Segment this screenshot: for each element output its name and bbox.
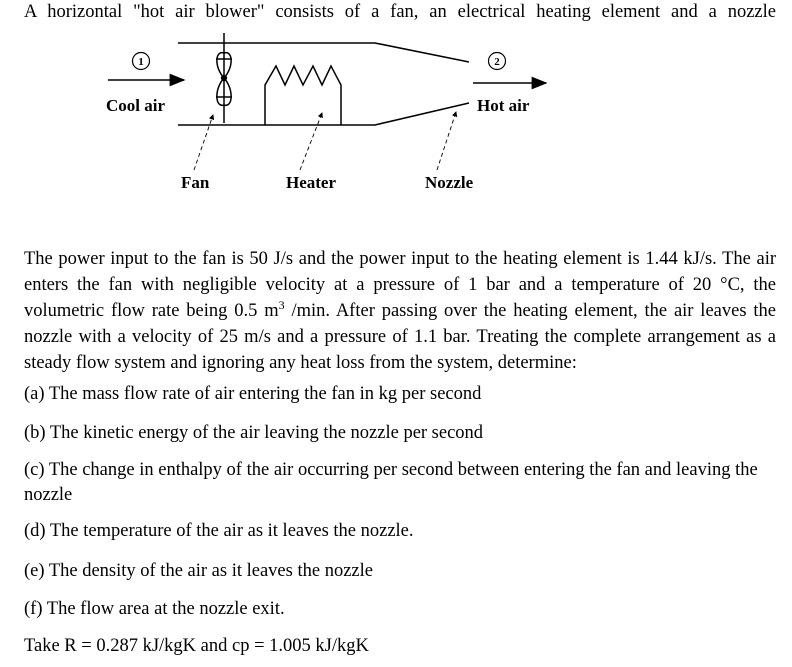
statement-part-1: The power input to the fan is 50 J/s and the power input to the heating element is 1.44 kJ/s. The air enters the fan with negligible velocity at a pressure of 1 bar and a temperature of 20 °C, the volumetric flow rate being 0.5 m: [24, 249, 776, 321]
statement-part-2: /min. After passing over the heating element, the air leaves the nozzle with a velocity of 25 m/s and a pressure of 1.1 bar. Treating the complete arrangement as a steady flow system and ignoring any heat loss from the system, determine:: [24, 301, 776, 373]
question-d: (d) The temperature of the air as it leaves the nozzle.: [24, 521, 414, 541]
question-c: (c) The change in enthalpy of the air occurring per second between entering the fan and leaving the nozzle: [24, 460, 758, 505]
nozzle-label: Nozzle: [425, 173, 474, 192]
question-f: (f) The flow area at the nozzle exit.: [24, 599, 285, 619]
question-b: (b) The kinetic energy of the air leaving the nozzle per second: [24, 423, 484, 443]
fan-symbol: [216, 33, 232, 123]
question-a: (a) The mass flow rate of air entering the fan in kg per second: [24, 384, 482, 404]
given-constants: Take R = 0.287 kJ/kgK and cp = 1.005 kJ/kgK: [24, 636, 369, 656]
heater-element: [265, 66, 341, 125]
duct-outline: [178, 43, 469, 125]
fan-label: Fan: [181, 173, 210, 192]
station-1-marker: [133, 53, 150, 70]
hot-air-label: Hot air: [477, 96, 530, 115]
blower-diagram: [0, 25, 792, 215]
heater-label: Heater: [286, 173, 337, 192]
question-e: (e) The density of the air as it leaves the nozzle: [24, 561, 373, 581]
problem-statement: [24, 246, 776, 376]
station-2-label: 2: [494, 56, 500, 68]
statement-superscript: 3: [278, 297, 285, 312]
cool-air-label: Cool air: [106, 96, 166, 115]
station-1-label: 1: [138, 56, 144, 68]
station-2-marker: [489, 53, 506, 70]
problem-title: A horizontal "hot air blower" consists of a fan, an electrical heating element and a nozzle: [24, 2, 776, 22]
leader-lines: [194, 112, 456, 170]
